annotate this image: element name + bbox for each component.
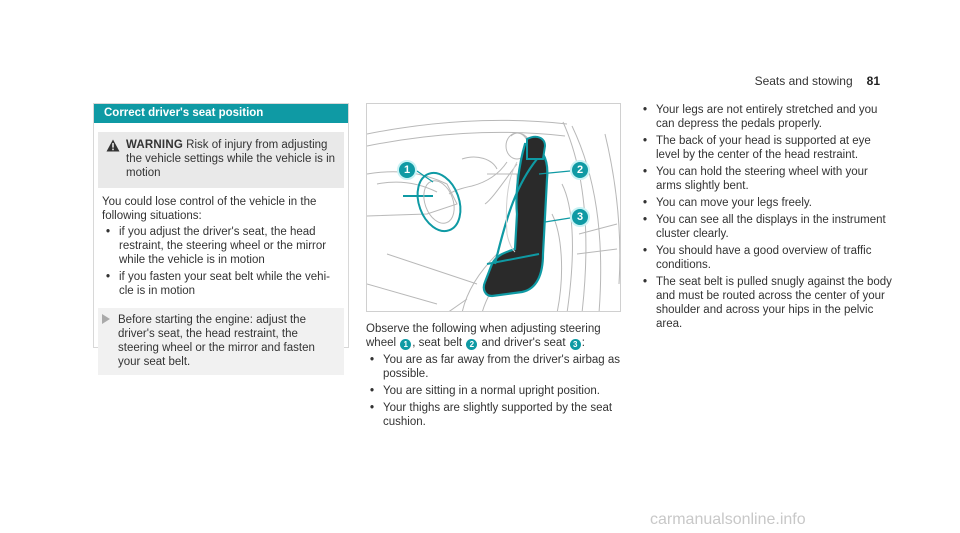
list-item: • The seat belt is pulled snugly against the body and must be routed across the center of your shoulder and across your hips in the pelvic area. [643, 275, 895, 331]
observe-block [366, 322, 628, 432]
intro-line-2: following situations: [102, 210, 202, 222]
list-item: • Your legs are not entirely stretched and you can depress the pedals properly. [643, 103, 895, 131]
list-item: • You are as far away from the driver's airbag as possible. [370, 353, 628, 381]
warning-label: WARNING [126, 139, 183, 151]
instruction-text: Before starting the engine: adjust the driver's seat, the head restraint, the steering wheel or the mirror and fasten your seat belt. [118, 314, 315, 368]
callout-drivers-seat: 3 [570, 207, 590, 227]
instruction-arrow-icon [100, 313, 112, 369]
callout-steering-wheel: 1 [397, 160, 417, 180]
observe-text-d: : [581, 337, 585, 349]
box-title: Correct driver's seat position [94, 104, 348, 123]
list-item: • You should have a good overview of traffic conditions. [643, 244, 895, 272]
list-item: • The back of your head is supported at eye level by the center of the head restraint. [643, 134, 895, 162]
list-item: • if you adjust the driver's seat, the head restraint, the steering wheel or the mirror while the vehicle is in motion [106, 225, 340, 267]
page-number: 81 [866, 74, 880, 88]
seat-illustration [366, 103, 621, 312]
intro-line-1: You could lose control of the vehicle in the [102, 196, 317, 208]
intro-block [94, 195, 348, 298]
warning-body: Risk of injury from adjusting the vehicle settings while the vehicle is in motion [126, 139, 336, 179]
page-header [755, 74, 880, 88]
observe-text-c: and driver's seat [478, 337, 569, 349]
conditions-column [639, 103, 895, 334]
observe-text-b: , seat belt [412, 337, 466, 349]
warning-box [98, 132, 344, 188]
instruction-box [98, 308, 344, 375]
observe-intro [366, 322, 628, 350]
warning-triangle-icon [106, 138, 122, 180]
observe-text-a: Observe the following when adjusting steering wheel [366, 323, 601, 349]
situation-list [106, 225, 340, 298]
observe-list [370, 353, 628, 429]
list-item: • You can hold the steering wheel with your arms slightly bent. [643, 165, 895, 193]
list-item: • if you fasten your seat belt while the vehi- cle is in motion [106, 270, 340, 298]
callout-seat-belt: 2 [570, 160, 590, 180]
conditions-list [643, 103, 895, 331]
list-item: • You can see all the displays in the instrument cluster clearly. [643, 213, 895, 241]
list-item: • You can move your legs freely. [643, 196, 895, 210]
ref-number-1: 1 [400, 339, 411, 350]
list-item: • You are sitting in a normal upright position. [370, 384, 628, 398]
list-item: • Your thighs are slightly supported by the seat cushion. [370, 401, 628, 429]
seat-position-box [93, 103, 349, 368]
section-title: Seats and stowing [754, 74, 853, 88]
ref-number-2: 2 [466, 339, 477, 350]
warning-text [126, 138, 336, 180]
watermark: carmanualsonline.info [650, 511, 806, 528]
ref-number-3: 3 [570, 339, 581, 350]
